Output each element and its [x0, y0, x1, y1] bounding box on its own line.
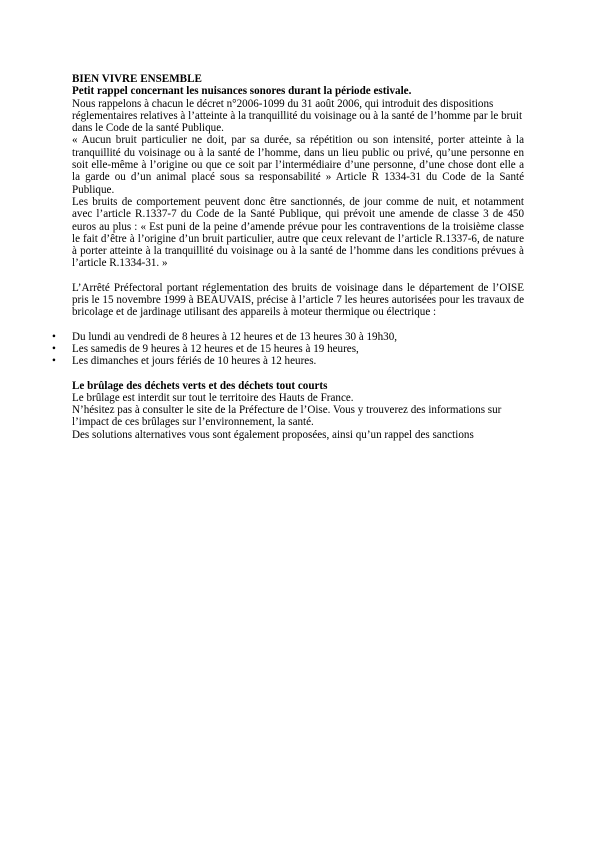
- bullet-icon: •: [52, 342, 56, 355]
- section-horaires: [52, 281, 524, 368]
- hours-text: Du lundi au vendredi de 8 heures à 12 heures et de 13 heures 30 à 19h30,: [72, 330, 398, 343]
- document-content: [52, 73, 524, 441]
- section-subtitle: Petit rappel concernant les nuisances sonores durant la période estivale.: [72, 85, 412, 98]
- quote-paragraph: « Aucun bruit particulier ne doit, par sa durée, sa répétition ou son intensité, porter atteinte à la tranquillité du voisinage ou à la santé de l’homme, dans un lieu public ou privé, qu’une personne en soit elle-même à l’origine ou que ce soit par l’intermédiaire d’une personne, d’une chose dont elle a la garde ou d’un animal placé sous sa responsabilité » Article R 1334-31 du Code de la Santé Publique.: [72, 134, 524, 196]
- bullet-icon: •: [52, 355, 56, 368]
- section-brulage: [72, 380, 524, 441]
- spacer: [72, 368, 524, 380]
- intro-paragraph: Nous rappelons à chacun le décret n°2006-1099 du 31 août 2006, qui introduit des dispositions réglementaires relatives à l’atteinte à la tranquillité du voisinage ou à la santé de l’homme par le bruit dans le Code de la santé Publique.: [72, 97, 523, 135]
- ban-paragraph: Le brûlage est interdit sur tout le territoire des Hauts de France.: [72, 391, 354, 404]
- section-title: BIEN VIVRE ENSEMBLE: [72, 73, 202, 85]
- hours-list: [52, 330, 524, 368]
- hours-text: Les samedis de 9 heures à 12 heures et de 15 heures à 19 heures,: [72, 342, 359, 355]
- section-title: Le brûlage des déchets verts et des déchets tout courts: [72, 379, 328, 392]
- section-bien-vivre: [72, 73, 524, 270]
- spacer: [72, 319, 524, 331]
- sanctions-paragraph: Les bruits de comportement peuvent donc être sanctionnés, de jour comme de nuit, et notamment avec l’article R.1337-7 du Code de la Santé Publique, qui prévoit une amende de classe 3 de 450 euros au plus : « Est puni de la peine d’amende prévue pour les contraventions de la troisième classe le fait d’être à l’origine d’un bruit particulier, autre que ceux relevant de l’article R.1337-6, de nature à porter atteinte à la tranquillité du voisinage ou à la santé de l’homme dans les conditions prévues à l’article R.1334-31. »: [72, 195, 524, 270]
- spacer: [72, 270, 524, 282]
- list-item: [52, 342, 524, 355]
- alternatives-paragraph: Des solutions alternatives vous sont également proposées, ainsi qu’un rappel des sanctions: [72, 428, 474, 441]
- bullet-icon: •: [52, 330, 56, 343]
- list-item: [52, 355, 524, 368]
- prefecture-paragraph: N’hésitez pas à consulter le site de la Préfecture de l’Oise. Vous y trouverez des informations sur l’impact de ces brûlages sur l’environnement, la santé.: [72, 404, 502, 429]
- arrete-paragraph: L’Arrêté Préfectoral portant réglementation des bruits de voisinage dans le département de l’OISE pris le 15 novembre 1999 à BEAUVAIS, précise à l’article 7 les heures autorisées pour les travaux de bricolage et de jardinage utilisant des appareils à moteur thermique ou électrique :: [72, 281, 524, 319]
- list-item: [52, 330, 524, 343]
- hours-text: Les dimanches et jours fériés de 10 heures à 12 heures.: [72, 355, 317, 368]
